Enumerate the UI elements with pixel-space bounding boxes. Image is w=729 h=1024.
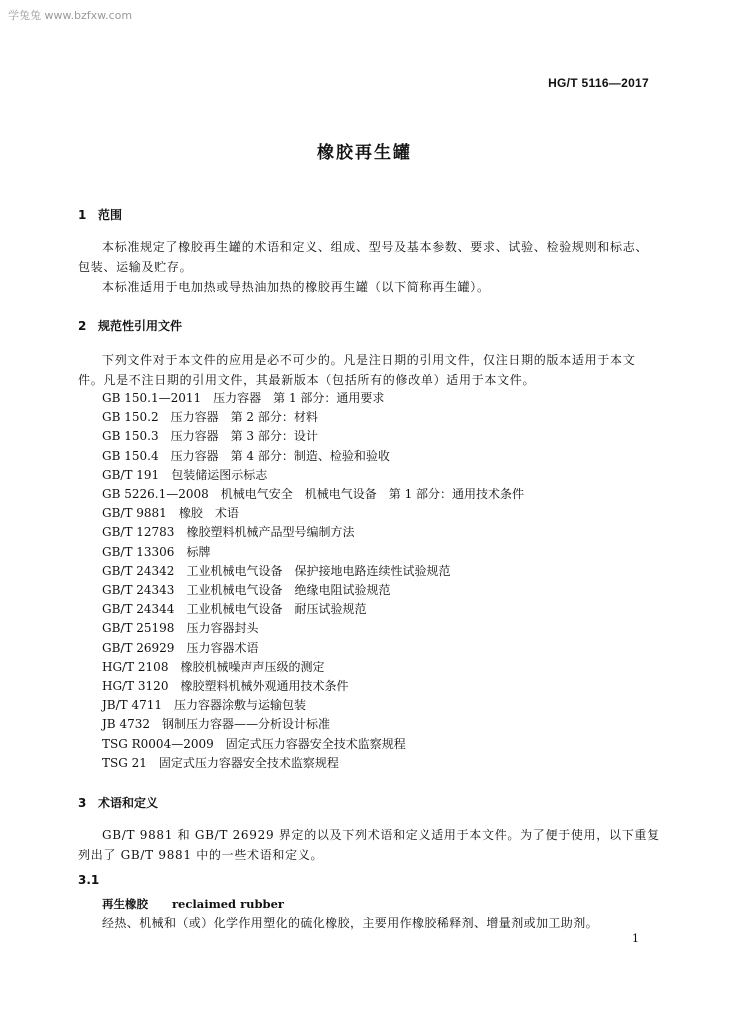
reference-code: JB/T 4711 bbox=[102, 698, 163, 713]
reference-code: TSG 21 bbox=[102, 755, 147, 770]
reference-code: GB/T 9881 bbox=[102, 506, 167, 521]
reference-title: 橡胶机械噪声声压级的测定 bbox=[180, 659, 325, 674]
reference-item bbox=[102, 696, 306, 714]
reference-item bbox=[102, 485, 524, 503]
reference-code: GB/T 26929 bbox=[102, 640, 175, 655]
reference-title: 包装储运图示标志 bbox=[171, 467, 268, 482]
reference-title: 压力容器 第 2 部分：材料 bbox=[170, 410, 318, 425]
reference-item bbox=[102, 639, 258, 657]
reference-item bbox=[102, 735, 406, 753]
section-1-paragraph-1: 本标准规定了橡胶再生罐的术语和定义、组成、型号及基本参数、要求、试验、检验规则和标志、包装、运输及贮存。 bbox=[78, 240, 649, 274]
reference-title: 机械电气安全 机械电气设备 第 1 部分：通用技术条件 bbox=[220, 487, 525, 501]
reference-code: GB/T 13306 bbox=[102, 544, 175, 559]
reference-code: GB/T 12783 bbox=[102, 525, 175, 540]
term-chinese: 再生橡胶 bbox=[102, 897, 148, 911]
term-english: reclaimed rubber bbox=[172, 897, 284, 911]
section-2-heading bbox=[78, 317, 182, 334]
reference-item bbox=[102, 523, 354, 541]
reference-title: 压力容器 第 3 部分：设计 bbox=[170, 429, 318, 444]
reference-code: HG/T 3120 bbox=[102, 679, 169, 693]
reference-item bbox=[102, 543, 210, 561]
section-title: 范围 bbox=[98, 208, 123, 222]
reference-code: GB/T 24342 bbox=[102, 563, 175, 578]
reference-title: 压力容器 第 4 部分：制造、检验和验收 bbox=[170, 448, 390, 463]
reference-item bbox=[102, 581, 390, 599]
section-3-intro: GB/T 9881 和 GB/T 26929 界定的以及下列术语和定义适用于本文件。为了便于使用，以下重复列出了 GB/T 9881 中的一些术语和定义。 bbox=[78, 828, 660, 862]
reference-code: GB 150.3 bbox=[102, 429, 159, 444]
section-3-heading bbox=[78, 794, 158, 811]
reference-code: JB 4732 bbox=[102, 717, 150, 732]
section-title: 规范性引用文件 bbox=[98, 319, 183, 333]
reference-title: 橡胶塑料机械产品型号编制方法 bbox=[186, 525, 355, 540]
reference-item bbox=[102, 389, 384, 407]
reference-code: GB 5226.1—2008 bbox=[102, 487, 209, 501]
reference-code: GB 150.4 bbox=[102, 448, 159, 463]
reference-title: 固定式压力容器安全技术监察规程 bbox=[158, 755, 339, 770]
reference-code: GB 150.1—2011 bbox=[102, 391, 202, 405]
reference-item bbox=[102, 619, 258, 637]
reference-item bbox=[102, 600, 366, 618]
reference-item bbox=[102, 466, 267, 484]
reference-title: 橡胶 术语 bbox=[178, 506, 239, 521]
reference-code: GB/T 24343 bbox=[102, 583, 175, 597]
reference-item bbox=[102, 427, 318, 445]
section-1-paragraph-2: 本标准适用于电加热或导热油加热的橡胶再生罐（以下简称再生罐）。 bbox=[102, 280, 490, 294]
section-1-heading bbox=[78, 206, 122, 223]
section-number: 1 bbox=[78, 208, 87, 222]
standard-code: HG/T 5116—2017 bbox=[548, 76, 649, 90]
reference-title: 压力容器封头 bbox=[186, 621, 259, 636]
reference-title: 压力容器术语 bbox=[186, 640, 259, 655]
reference-item bbox=[102, 677, 348, 695]
reference-item bbox=[102, 504, 239, 522]
reference-title: 工业机械电气设备 耐压试验规范 bbox=[186, 602, 367, 617]
reference-item bbox=[102, 658, 324, 676]
reference-item bbox=[102, 754, 339, 772]
reference-code: GB/T 24344 bbox=[102, 602, 175, 617]
reference-title: 橡胶塑料机械外观通用技术条件 bbox=[180, 679, 349, 693]
reference-title: 固定式压力容器安全技术监察规程 bbox=[225, 736, 406, 751]
subsection-3-1-number: 3.1 bbox=[78, 873, 100, 887]
reference-title: 压力容器涂敷与运输包装 bbox=[174, 698, 307, 713]
reference-title: 标牌 bbox=[186, 544, 211, 559]
term-heading bbox=[102, 896, 284, 912]
term-definition: 经热、机械和（或）化学作用塑化的硫化橡胶，主要用作橡胶稀释剂、增量剂或加工助剂。 bbox=[102, 916, 599, 930]
section-2-intro: 下列文件对于本文件的应用是必不可少的。凡是注日期的引用文件，仅注日期的版本适用于本文件。凡是不注日期的引用文件，其最新版本（包括所有的修改单）适用于本文件。 bbox=[78, 353, 636, 387]
reference-item bbox=[102, 447, 390, 465]
reference-code: GB/T 191 bbox=[102, 467, 160, 482]
reference-code: GB/T 25198 bbox=[102, 621, 175, 636]
reference-code: TSG R0004—2009 bbox=[102, 736, 214, 751]
reference-title: 压力容器 第 1 部分：通用要求 bbox=[213, 391, 385, 405]
watermark: 学兔兔 www.bzfxw.com bbox=[8, 9, 133, 22]
page-number: 1 bbox=[632, 932, 639, 945]
section-number: 3 bbox=[78, 796, 87, 810]
reference-item bbox=[102, 562, 450, 580]
section-title: 术语和定义 bbox=[98, 796, 159, 810]
reference-code: HG/T 2108 bbox=[102, 659, 169, 674]
reference-title: 工业机械电气设备 保护接地电路连续性试验规范 bbox=[186, 563, 451, 578]
reference-title: 钢制压力容器——分析设计标准 bbox=[162, 717, 331, 732]
reference-title: 工业机械电气设备 绝缘电阻试验规范 bbox=[186, 583, 391, 597]
reference-code: GB 150.2 bbox=[102, 410, 159, 425]
reference-item bbox=[102, 408, 318, 426]
document-title: 橡胶再生罐 bbox=[317, 143, 412, 163]
reference-item bbox=[102, 715, 330, 733]
section-number: 2 bbox=[78, 319, 87, 333]
